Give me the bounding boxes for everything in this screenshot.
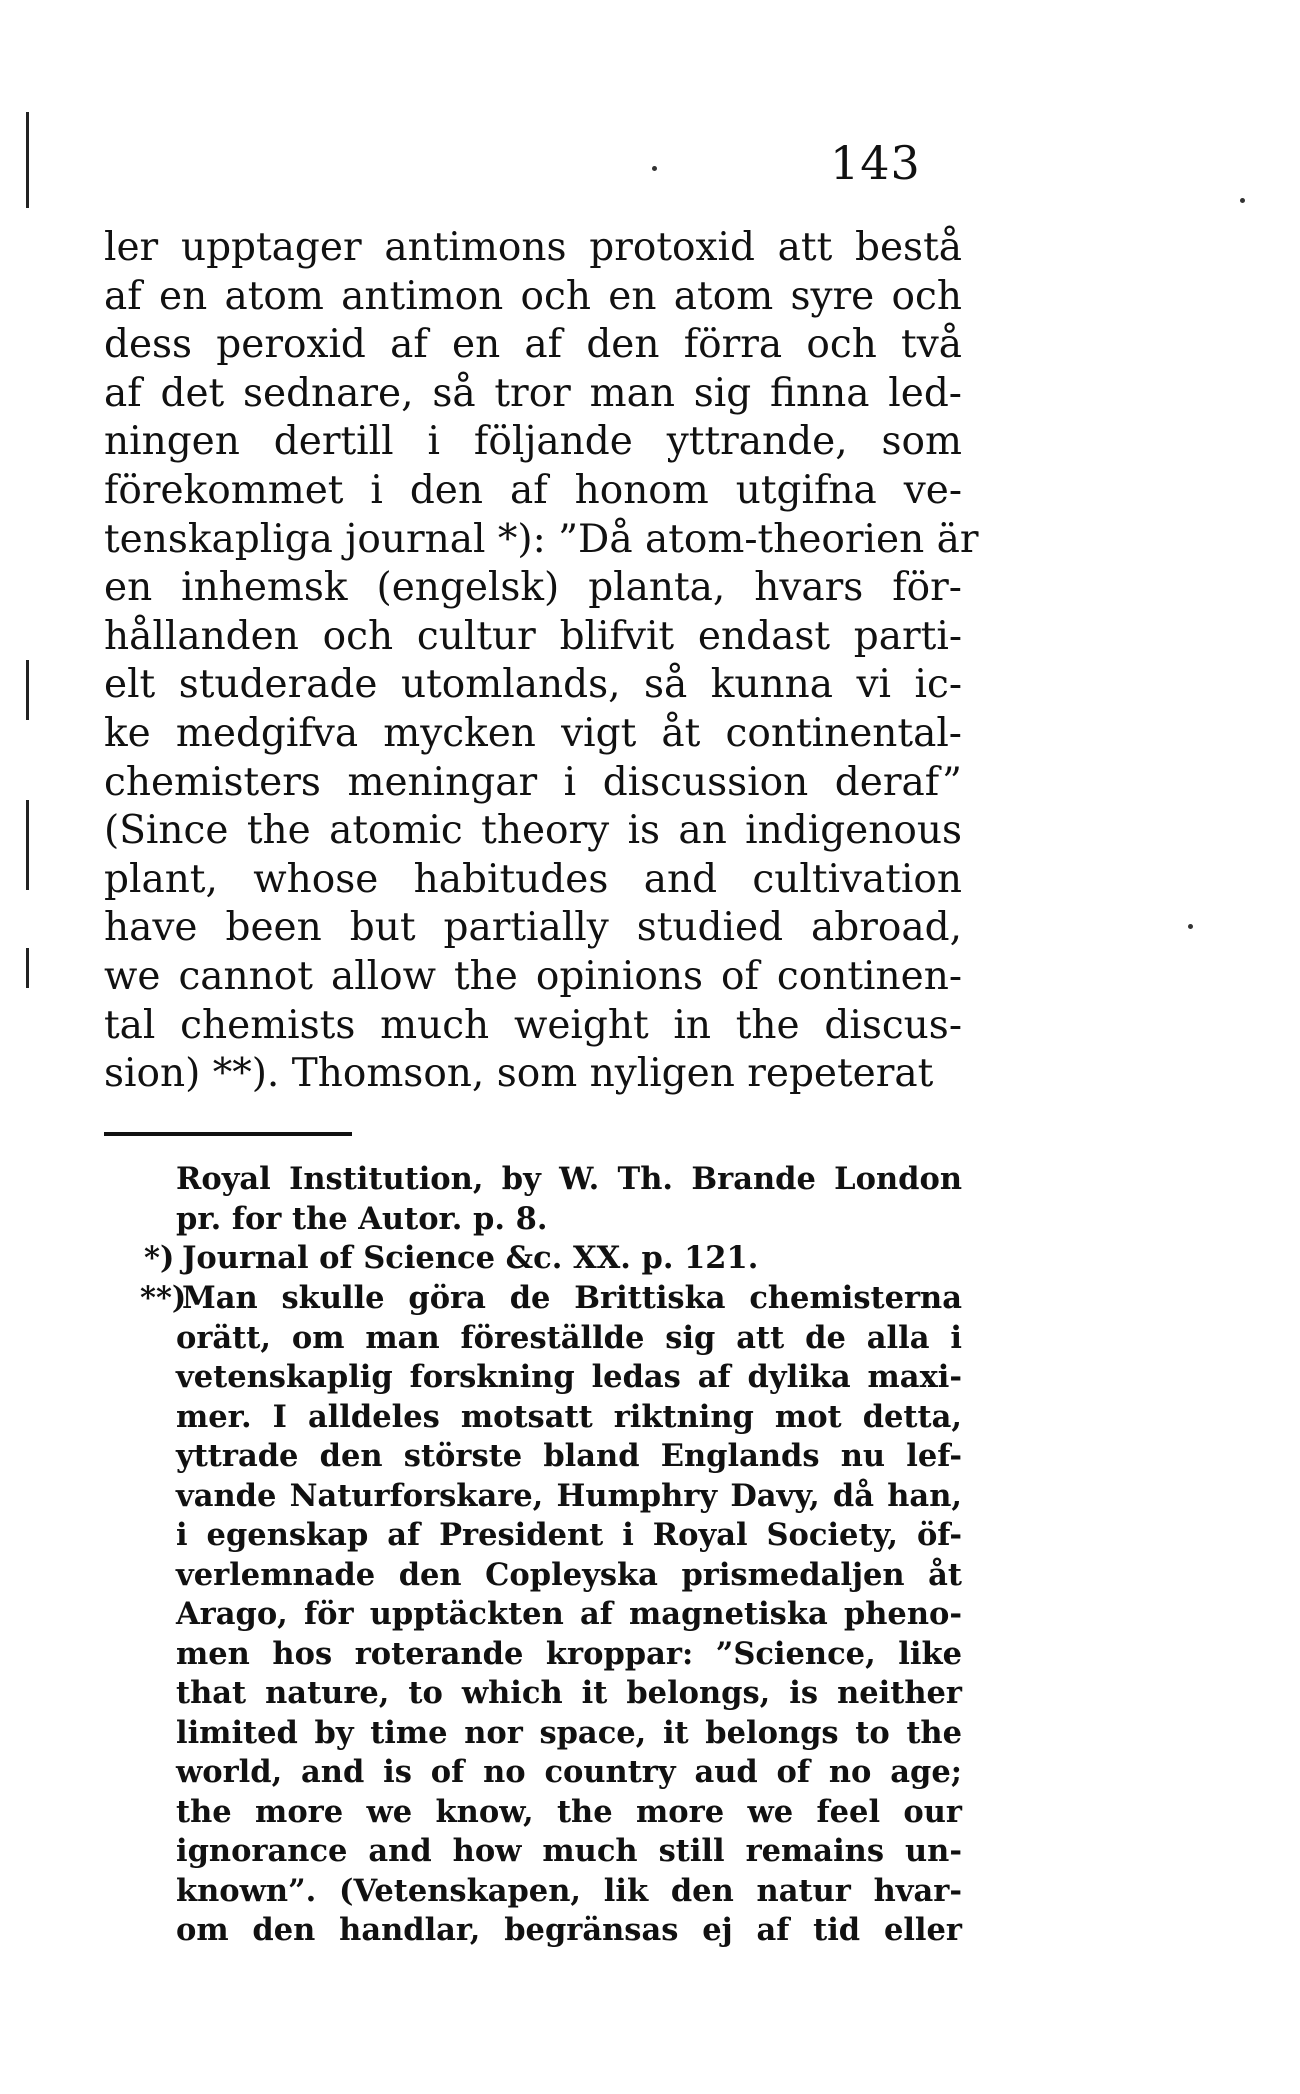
footnote-line: Man skulle göra de Brittiska chemisterna: [182, 1280, 962, 1316]
body-line: ler upptager antimons protoxid att bestå: [104, 225, 962, 270]
footnote-line: Royal Institution, by W. Th. Brande London: [176, 1161, 962, 1197]
body-line: hållanden och cultur blifvit endast parti-: [104, 613, 962, 659]
scan-speck: [1240, 198, 1245, 203]
footnote-line: world, and is of no country aud of no age;: [176, 1754, 962, 1790]
body-line: förekommet i den af honom utgifna ve-: [104, 467, 962, 513]
page-number: 143: [830, 136, 921, 190]
footnote-line: limited by time nor space, it belongs to the: [176, 1714, 962, 1751]
body-line: en inhemsk (engelsk) planta, hvars för-: [104, 565, 962, 611]
footnote-line: orätt, om man föreställde sig att de alla i: [176, 1319, 962, 1356]
body-line: dess peroxid af en af den förra och två: [104, 322, 962, 368]
footnote-line: vande Naturforskare, Humphry Davy, då han,: [176, 1477, 962, 1514]
scan-speck: [1188, 924, 1193, 929]
footnote-line: the more we know, the more we feel our: [176, 1793, 962, 1830]
main-body-text: [104, 224, 979, 1099]
body-line: have been but partially studied abroad,: [104, 905, 962, 951]
footnote-line: Journal of Science &c. XX. p. 121.: [182, 1240, 759, 1276]
body-line: tenskapliga journal *): ”Då atom-theorien är: [104, 516, 979, 562]
footnote-line: men hos roterande kroppar: ”Science, like: [176, 1635, 962, 1672]
scan-edge-mark: [26, 112, 29, 208]
footnote-continuation: [176, 1160, 962, 1239]
footnote-2-continued: [176, 1319, 962, 1951]
body-line: af det sednare, så tror man sig finna led-: [104, 370, 962, 416]
footnote-line: that nature, to which it belongs, is neither: [176, 1675, 962, 1711]
body-line: sion) **). Thomson, som nyligen repeterat: [104, 1051, 934, 1097]
footnote-line: om den handlar, begränsas ej af tid eller: [176, 1912, 962, 1948]
footnote-1-marker: *): [144, 1240, 175, 1276]
body-line: chemisters meningar i discussion deraf”: [104, 759, 962, 805]
footnote-line: i egenskap af President i Royal Society, öf-: [176, 1517, 962, 1553]
footnote-line: vetenskaplig forskning ledas af dylika maxi-: [176, 1359, 962, 1395]
footnote-2-marker: **): [140, 1280, 187, 1316]
scan-speck: [652, 166, 657, 171]
body-line: we cannot allow the opinions of continen-: [104, 953, 962, 999]
footnote-line: ignorance and how much still remains un-: [176, 1833, 962, 1869]
footnote-line: mer. I alldeles motsatt riktning mot detta,: [176, 1398, 962, 1435]
footnote-line: yttrade den störste bland Englands nu lef-: [176, 1438, 962, 1474]
footnote-line: known”. (Vetenskapen, lik den natur hvar-: [176, 1872, 962, 1909]
footnote-line: verlemnade den Copleyska prismedaljen åt: [176, 1556, 962, 1593]
scan-edge-mark: [26, 800, 29, 890]
body-line: (Since the atomic theory is an indigenous: [104, 808, 962, 854]
scan-edge-mark: [26, 948, 29, 988]
body-line: ningen dertill i följande yttrande, som: [104, 419, 962, 465]
body-line: tal chemists much weight in the discus-: [104, 1002, 962, 1048]
footnote-separator-rule: [104, 1132, 352, 1136]
footnote-line: pr. for the Autor. p. 8.: [176, 1200, 548, 1237]
body-line: af en atom antimon och en atom syre och: [104, 273, 962, 319]
body-line: ke medgifva mycken vigt åt continental-: [104, 710, 962, 756]
footnote-line: Arago, för upptäckten af magnetiska pheno-: [176, 1596, 962, 1632]
body-line: plant, whose habitudes and cultivation: [104, 856, 962, 902]
scan-edge-mark: [26, 660, 29, 720]
body-line: elt studerade utomlands, så kunna vi ic-: [104, 662, 962, 708]
